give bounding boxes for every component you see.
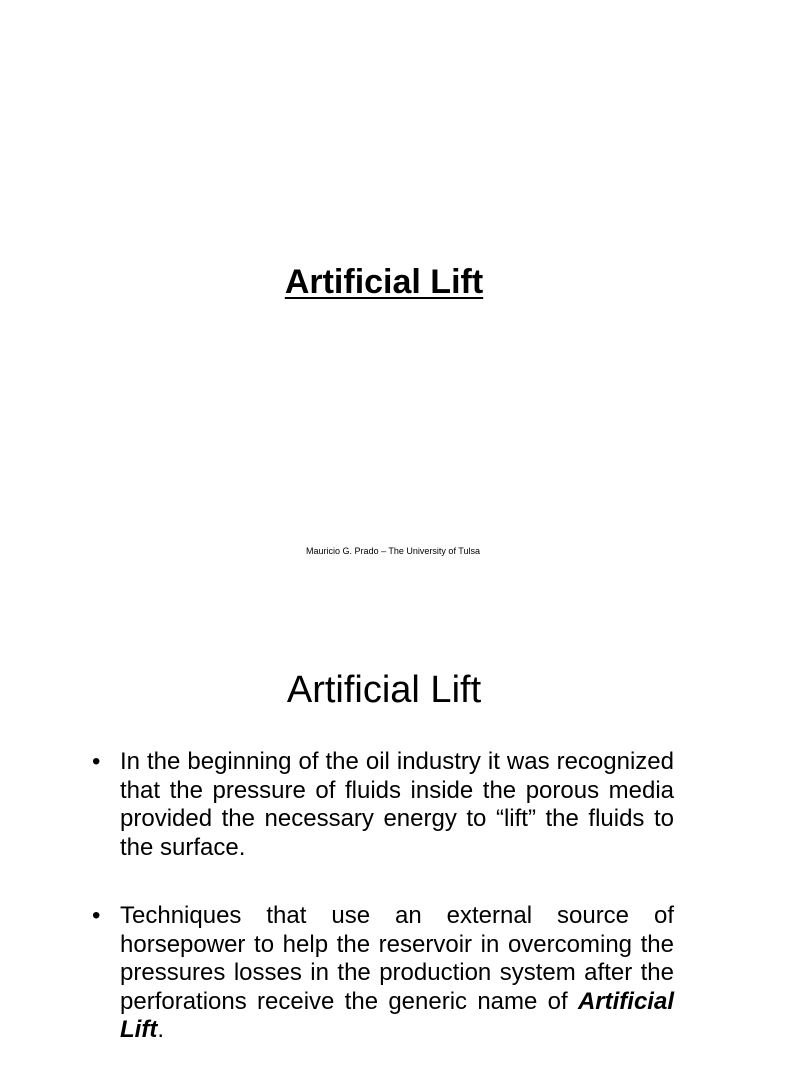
bullet-tail: . — [157, 1016, 164, 1043]
bullet-text: Techniques that use an external source of horsepower to help the reservoir in overcoming the pressures losses in the production system after the perforations receive the generic name of — [120, 902, 674, 1015]
slide-1-footer: Mauricio G. Prado – The University of Tulsa — [306, 546, 480, 556]
bullet-text: In the beginning of the oil industry it was recognized that the pressure of fluids inside the porous media provided the necessary energy to “lift” the fluids to the surface. — [120, 748, 674, 861]
slide-2-title: Artificial Lift — [286, 669, 482, 711]
bullet-item — [92, 902, 674, 1045]
bullet-item — [92, 748, 674, 862]
slide-intro — [0, 576, 768, 1043]
bullet-emphasis: Artificial Lift — [120, 987, 674, 1043]
slide-1-title: Artificial Lift — [284, 263, 484, 301]
bullet-marker: • — [92, 748, 101, 775]
bullet-list — [92, 748, 674, 1085]
bullet-marker: • — [92, 902, 101, 929]
